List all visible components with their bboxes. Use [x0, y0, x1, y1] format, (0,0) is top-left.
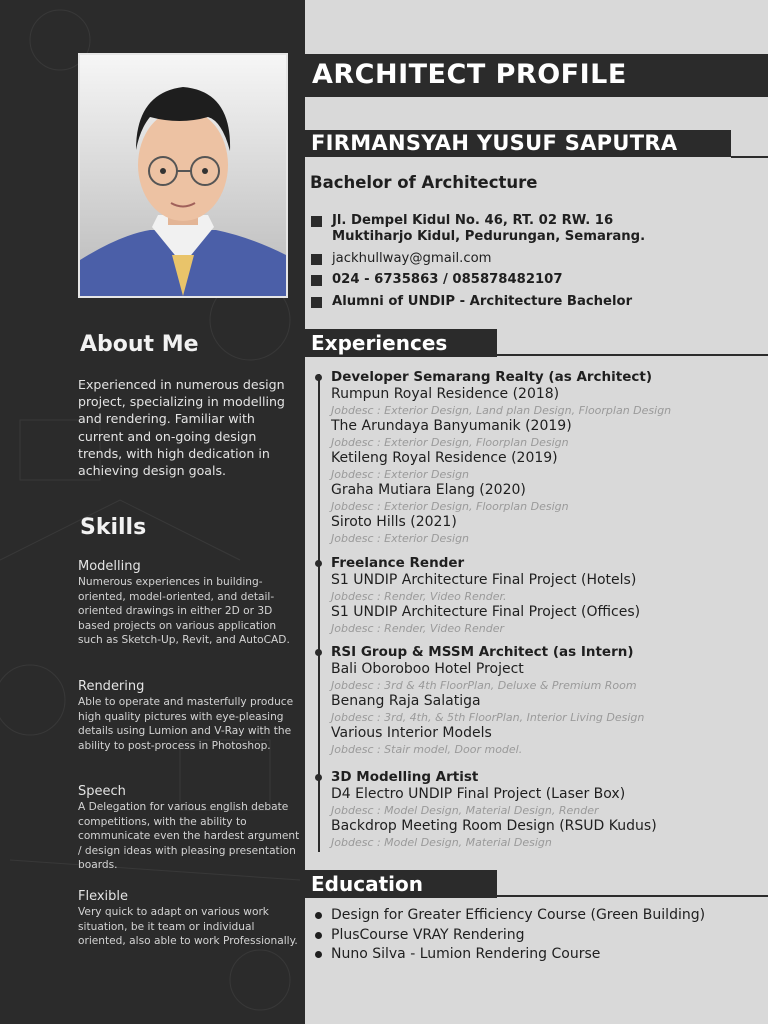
contact-address	[311, 213, 645, 245]
experience-group	[331, 768, 657, 850]
experience-item	[331, 418, 671, 450]
square-bullet-icon	[311, 216, 322, 227]
education-item	[315, 926, 705, 946]
skill-desc: Very quick to adapt on various work situation, be it team or individual oriented, also able to work Professionally.	[78, 906, 298, 948]
contact-list	[311, 213, 645, 315]
timeline-dot-icon	[315, 774, 322, 781]
experience-item	[331, 693, 644, 725]
about-text: Experienced in numerous design project, specializing in modelling and rendering. Familiar with current and on-going design trends, with high dedication in achieving design goals.	[78, 377, 285, 479]
experience-group	[331, 554, 640, 636]
page-title: ARCHITECT PROFILE	[312, 59, 627, 90]
email-text: jackhullway@gmail.com	[332, 250, 492, 266]
experiences-underline	[497, 354, 768, 356]
contact-phone	[311, 272, 645, 288]
project-name: Graha Mutiara Elang (2020)	[331, 482, 526, 498]
jobdesc: Jobdesc : Exterior Design	[331, 468, 470, 481]
skill-rendering	[78, 679, 300, 753]
skills-heading: Skills	[80, 515, 147, 540]
bullet-icon	[315, 951, 322, 958]
jobdesc: Jobdesc : Model Design, Material Design	[331, 836, 552, 849]
skill-desc: A Delegation for various english debate competitions, with the ability to communicate even the hardest argument / design ideas with pleasing presentation boards.	[78, 801, 300, 872]
education-header	[305, 870, 497, 898]
skill-title: Modelling	[78, 559, 141, 574]
experience-item	[331, 514, 671, 546]
company-name: 3D Modelling Artist	[331, 769, 479, 785]
skill-speech	[78, 784, 300, 873]
education-text: Design for Greater Efficiency Course (Green Building)	[331, 907, 706, 923]
experience-group	[331, 643, 644, 757]
name-underline	[731, 156, 768, 158]
experience-item	[331, 661, 644, 693]
experience-item	[331, 604, 640, 636]
project-name: Backdrop Meeting Room Design (RSUD Kudus)	[331, 818, 657, 834]
project-name: Various Interior Models	[331, 725, 492, 741]
jobdesc: Jobdesc : Model Design, Material Design, Render	[331, 804, 599, 817]
project-name: S1 UNDIP Architecture Final Project (Offices)	[331, 604, 641, 620]
skill-title: Flexible	[78, 889, 129, 904]
experience-item	[331, 725, 644, 757]
square-bullet-icon	[311, 297, 322, 308]
phone-text: 024 - 6735863 / 085878482107	[332, 272, 563, 287]
jobdesc: Jobdesc : Exterior Design	[331, 532, 470, 545]
skill-modelling	[78, 559, 300, 648]
experience-item	[331, 818, 657, 850]
education-heading: Education	[311, 872, 423, 896]
experience-item	[331, 386, 671, 418]
address-line-1: Jl. Dempel Kidul No. 46, RT. 02 RW. 16	[332, 213, 614, 228]
education-list	[315, 906, 705, 965]
timeline-dot-icon	[315, 560, 322, 567]
project-name: Rumpun Royal Residence (2018)	[331, 386, 560, 402]
contact-alumni	[311, 294, 645, 310]
education-text: Nuno Silva - Lumion Rendering Course	[331, 946, 601, 962]
about-heading: About Me	[80, 332, 199, 357]
title-banner	[305, 54, 768, 97]
jobdesc: Jobdesc : Exterior Design, Land plan Design, Floorplan Design	[331, 404, 672, 417]
contact-email	[311, 251, 645, 267]
project-name: The Arundaya Banyumanik (2019)	[331, 418, 572, 434]
jobdesc: Jobdesc : Exterior Design, Floorplan Design	[331, 436, 569, 449]
experience-item	[331, 482, 671, 514]
alumni-text: Alumni of UNDIP - Architecture Bachelor	[332, 293, 633, 309]
education-item	[315, 945, 705, 965]
jobdesc: Jobdesc : 3rd & 4th FloorPlan, Deluxe & Premium Room	[331, 679, 637, 692]
skill-desc: Numerous experiences in building-oriented, model-oriented, and detail-oriented drawings in either 2D or 3D based projects on various application such as Sketch-Up, Revit, and AutoCAD.	[78, 576, 290, 647]
project-name: D4 Electro UNDIP Final Project (Laser Box)	[331, 786, 626, 802]
company-name: Developer Semarang Realty (as Architect)	[331, 369, 653, 385]
square-bullet-icon	[311, 254, 322, 265]
skill-title: Rendering	[78, 679, 145, 694]
portrait-illustration	[80, 55, 286, 296]
timeline-dot-icon	[315, 649, 322, 656]
education-underline	[497, 895, 768, 897]
name-bar	[305, 130, 731, 157]
project-name: Siroto Hills (2021)	[331, 514, 457, 530]
education-item	[315, 906, 705, 926]
timeline-dot-icon	[315, 374, 322, 381]
company-name: Freelance Render	[331, 555, 465, 571]
company-name: RSI Group & MSSM Architect (as Intern)	[331, 644, 634, 660]
project-name: Bali Oboroboo Hotel Project	[331, 661, 524, 677]
bullet-icon	[315, 932, 322, 939]
skill-flexible	[78, 889, 300, 949]
jobdesc: Jobdesc : Stair model, Door model.	[331, 743, 523, 756]
square-bullet-icon	[311, 275, 322, 286]
profile-photo	[78, 53, 288, 298]
project-name: Benang Raja Salatiga	[331, 693, 481, 709]
experience-group	[331, 368, 671, 546]
address-line-2: Muktiharjo Kidul, Pedurungan, Semarang.	[332, 229, 646, 244]
experience-item	[331, 786, 657, 818]
sidebar	[0, 0, 305, 1024]
jobdesc: Jobdesc : Render, Video Render	[331, 622, 505, 635]
experience-item	[331, 450, 671, 482]
education-text: PlusCourse VRAY Rendering	[331, 926, 525, 943]
project-name: S1 UNDIP Architecture Final Project (Hotels)	[331, 572, 637, 588]
skill-desc: Able to operate and masterfully produce high quality pictures with eye-pleasing details using Lumion and V-Ray with the ability to post-process in Photoshop.	[78, 696, 294, 752]
jobdesc: Jobdesc : 3rd, 4th, & 5th FloorPlan, Interior Living Design	[331, 711, 645, 724]
person-name: FIRMANSYAH YUSUF SAPUTRA	[311, 131, 678, 155]
experience-item	[331, 572, 640, 604]
skill-title: Speech	[78, 784, 126, 799]
project-name: Ketileng Royal Residence (2019)	[331, 450, 558, 466]
experiences-header	[305, 329, 497, 357]
experiences-heading: Experiences	[311, 331, 448, 355]
bullet-icon	[315, 912, 322, 919]
jobdesc: Jobdesc : Exterior Design, Floorplan Design	[331, 500, 569, 513]
jobdesc: Jobdesc : Render, Video Render.	[331, 590, 507, 603]
degree: Bachelor of Architecture	[310, 173, 538, 192]
